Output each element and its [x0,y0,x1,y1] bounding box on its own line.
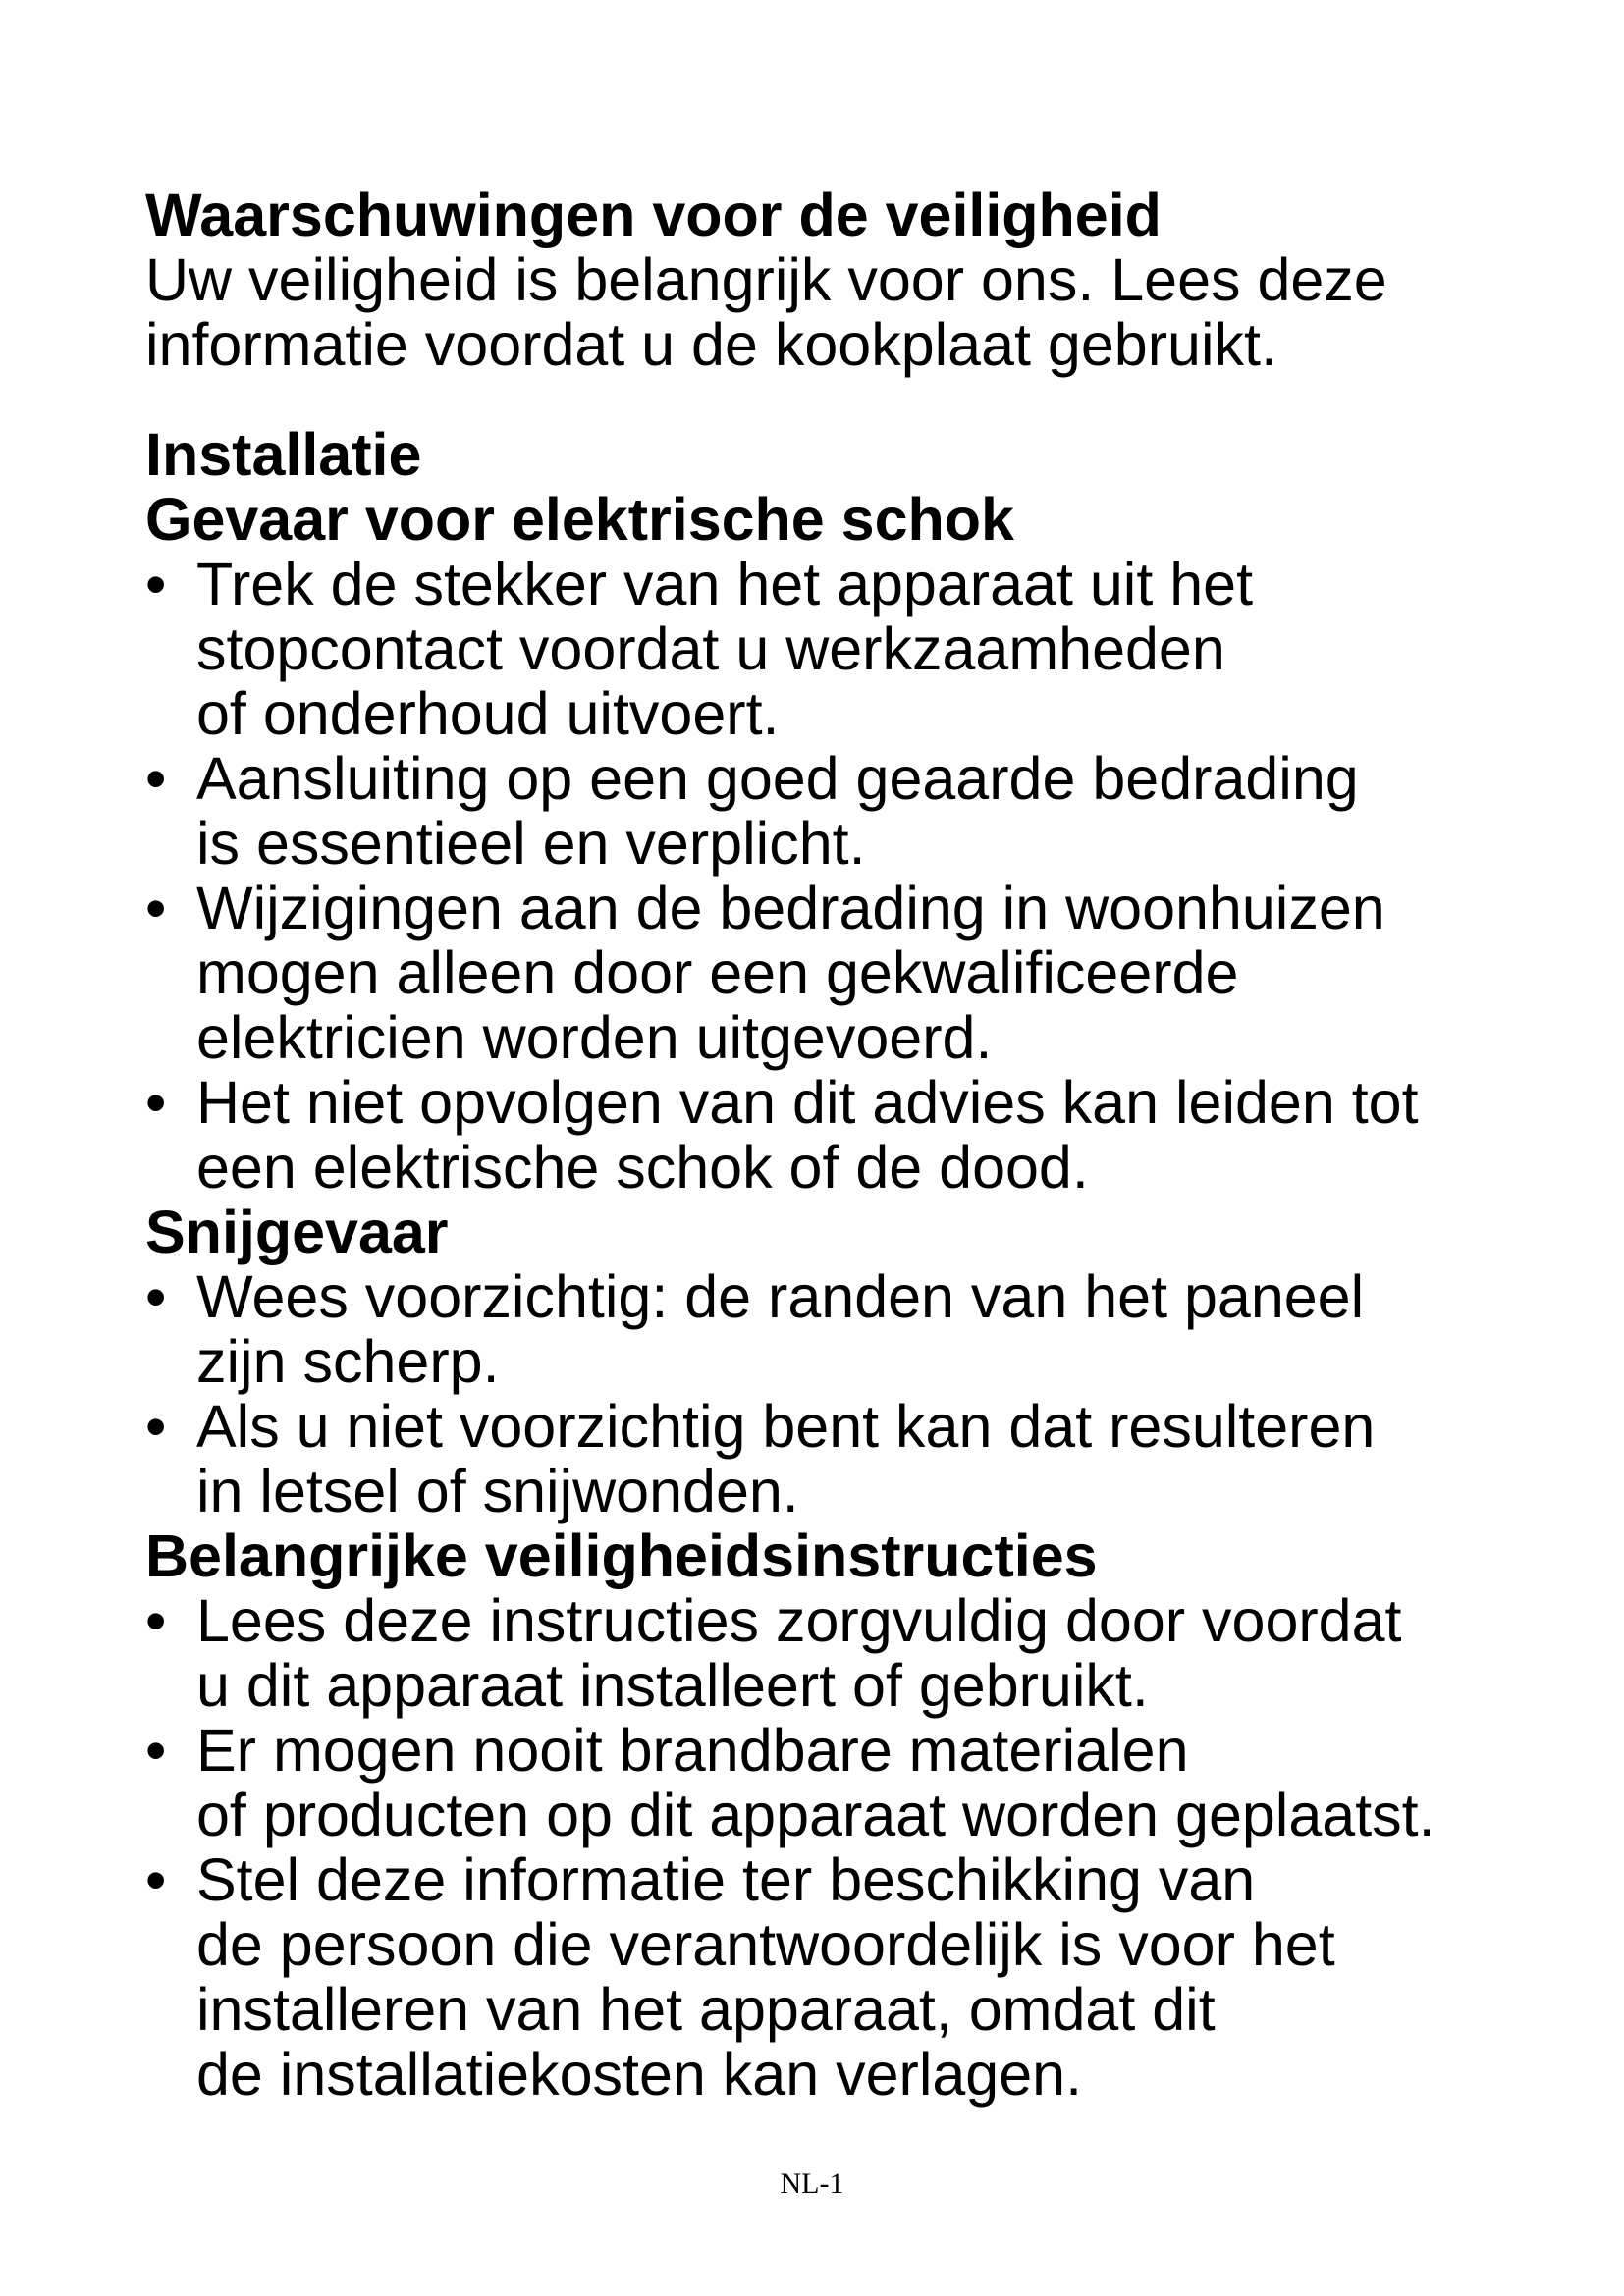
bullet-text-line: stopcontact voordat u werkzaamheden [196,615,1225,682]
bullet-dot: • [145,875,167,941]
bullet-text-line: installeren van het apparaat, omdat dit [196,1976,1216,2043]
bullet-item [145,1588,1540,1718]
bullet-item [145,1070,1540,1200]
bullet-text-line: Stel deze informatie ter beschikking van [196,1846,1256,1913]
bullet-text-line: Wijzigingen aan de bedrading in woonhuizen [196,875,1385,941]
bullet-item [145,1718,1540,1847]
installation-heading: Installatie [145,421,422,488]
bullet-text-line: elektricien worden uitgevoerd. [196,1004,993,1071]
bullet-text-line: u dit apparaat installeert of gebruikt. [196,1652,1149,1719]
bullet-dot: • [145,1717,167,1784]
bullet-item [145,1394,1540,1523]
intro-line-1: Uw veiligheid is belangrijk voor ons. Lees deze [145,246,1387,313]
important-instructions-heading: Belangrijke veiligheidsinstructies [145,1522,1098,1589]
bullet-text-line: is essentieel en verplicht. [196,810,866,877]
intro-line-2: informatie voordat u de kookplaat gebruikt. [145,311,1277,378]
bullet-item [145,552,1540,746]
bullet-text-line: Aansluiting op een goed geaarde bedrading [196,745,1359,812]
bullet-text-line: mogen alleen door een gekwalificeerde [196,939,1239,1006]
bullet-text-line: of onderhoud uitvoert. [196,680,780,747]
bullet-dot: • [145,1069,167,1136]
bullet-text-line: Het niet opvolgen van dit advies kan leiden tot [196,1069,1419,1136]
page-content [145,183,1540,2107]
bullet-item [145,1847,1540,2107]
bullet-item [145,746,1540,876]
bullet-text-line: de persoon die verantwoordelijk is voor het [196,1911,1335,1978]
bullet-text-line: Wees voorzichtig: de randen van het paneel [196,1263,1365,1330]
bullet-dot: • [145,1393,167,1460]
safety-warnings-heading: Waarschuwingen voor de veiligheid [145,182,1162,248]
bullet-text-line: de installatiekosten kan verlagen. [196,2041,1083,2108]
bullet-dot: • [145,551,167,617]
bullet-dot: • [145,1587,167,1654]
bullet-text-line: Trek de stekker van het apparaat uit het [196,551,1254,617]
bullet-dot: • [145,1846,167,1913]
page-number: NL-1 [780,2167,844,2200]
bullet-item [145,876,1540,1070]
cut-hazard-list [145,1264,1540,1523]
important-instructions-list [145,1588,1540,2107]
bullet-text-line: of producten op dit apparaat worden geplaatst. [196,1782,1435,1848]
bullet-item [145,1264,1540,1394]
electric-shock-list [145,552,1540,1200]
electric-shock-heading: Gevaar voor elektrische schok [145,486,1014,553]
bullet-text-line: Als u niet voorzichtig bent kan dat resulteren [196,1393,1376,1460]
bullet-text-line: Er mogen nooit brandbare materialen [196,1717,1189,1784]
bullet-dot: • [145,1263,167,1330]
bullet-text-line: Lees deze instructies zorgvuldig door voordat [196,1587,1402,1654]
bullet-text-line: zijn scherp. [196,1328,500,1395]
cut-hazard-heading: Snijgevaar [145,1199,449,1265]
bullet-text-line: een elektrische schok of de dood. [196,1134,1089,1201]
bullet-text-line: in letsel of snijwonden. [196,1458,799,1524]
bullet-dot: • [145,745,167,812]
